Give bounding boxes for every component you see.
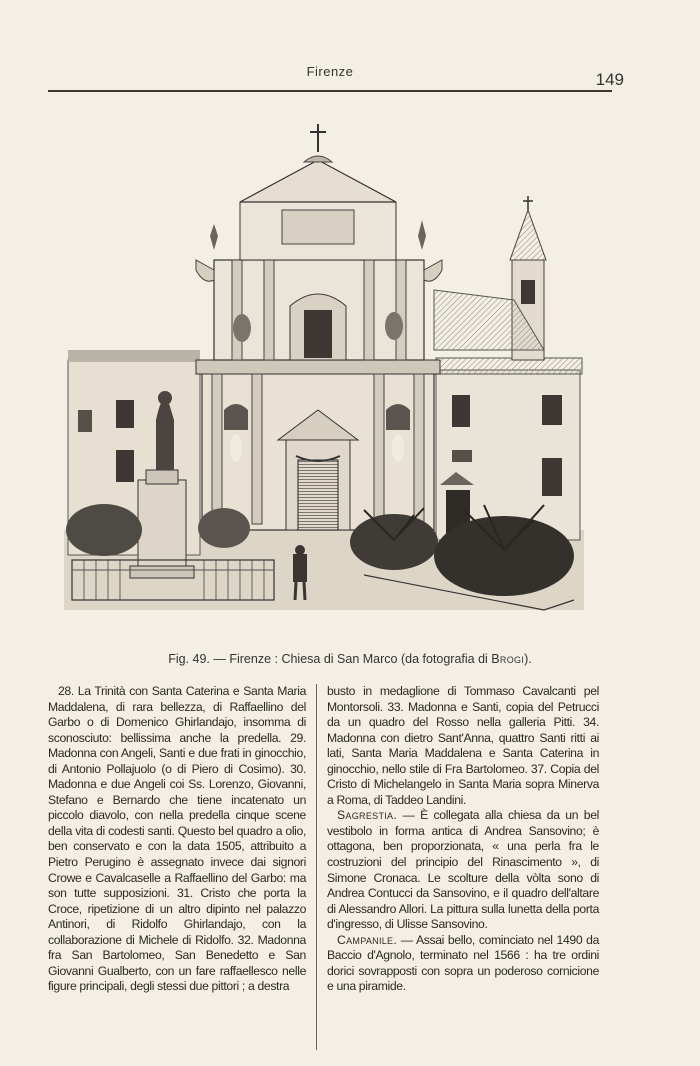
caption-suffix: ).: [524, 652, 532, 666]
running-title: Firenze: [306, 64, 354, 79]
caption-credit: Brogi: [491, 652, 525, 666]
campanile-paragraph: [327, 933, 599, 995]
header-rule: [48, 90, 612, 92]
figure-caption: [48, 652, 652, 666]
campanile-text: — Assai bello, cominciato nel 1490 da Baccio d'Agnolo, terminato nel 1566 : ha tre ordini dorici sovrapposti con sopra un poderoso cornicione e una piramide.: [327, 932, 599, 994]
page-number: 149: [595, 70, 624, 89]
right-column-text: busto in medaglione di Tommaso Cavalcanti pel Montorsoli. 33. Madonna e Santi, copia del Petrucci da un quadro del Rosso nella galleria Pitti. 34. Madonna con dietro Sant'Anna, quattro Santi ritti ai lati, Santa Maria Maddalena e Santa Caterina in ginocchio, nello stile di Fra Bartolomeo. 37. Copia del Cristo di Michelangelo in Santa Maria sopra Minerva a Roma, di Taddeo Landini.: [327, 684, 599, 807]
sacrestia-label: Sagrestia.: [337, 808, 398, 823]
right-column: [327, 684, 599, 995]
caption-text: Fig. 49. — Firenze : Chiesa di San Marco (da fotografia di: [168, 652, 492, 666]
left-column-text: 28. La Trinità con Santa Caterina e Santa Maria Maddalena, di rara bellezza, di Raffaellino del Garbo o di Domenico Ghirlandajo, insomma di sconosciuto: bellissima anche la predella. 29. Madonna con Angeli, Santi e due frati in ginocchio, di Antonio Pollajuolo (o di Piero di Cosimo). 30. Madonna e due Angeli coi Ss. Lorenzo, Giovanni, Stefano e Bernardo che tiene incatenato un piccolo diavolo, con nella predella cinque scene della vita di codesti santi. Questo bel quadro a olio, ben conservato e con la data 1505, attribuito a Pietro Perugino è assegnato invece dai signori Crowe e Cavalcaselle a Raffaellino del Garbo: ma son tutte supposizioni. 31. Cristo che porta la Croce, ripetizione di un altro dipinto nel palazzo Antinori, di Ridolfo Ghirlandajo, con la collaborazione di Michele di Ridolfo. 32. Madonna fra San Bartolomeo, San Benedetto e San Giovanni Gualberto, con un fare raffaellesco nelle figure principali, degli stessi due pittori ; a destra: [48, 684, 306, 994]
column-divider: [316, 684, 317, 1050]
church-engraving: [64, 110, 584, 640]
left-column: [48, 684, 306, 995]
sacrestia-text: — È collegata alla chiesa da un bel vestibolo in forma antica di Andrea Sansovino; è ottagona, ben proporzionata, « una perla fra le costruzioni del principio del Rinascimento », di Simone Cronaca. Le scolture della vòlta sono di Andrea Contucci da Sansovino, e il quadro dell'altare di Alessandro Allori. La pittura sulla lunetta della porta d'ingresso, di Ulisse Sansovino.: [327, 808, 599, 932]
campanile-label: Campanile.: [337, 932, 398, 947]
running-head: [48, 62, 624, 89]
sacrestia-paragraph: [327, 808, 599, 932]
